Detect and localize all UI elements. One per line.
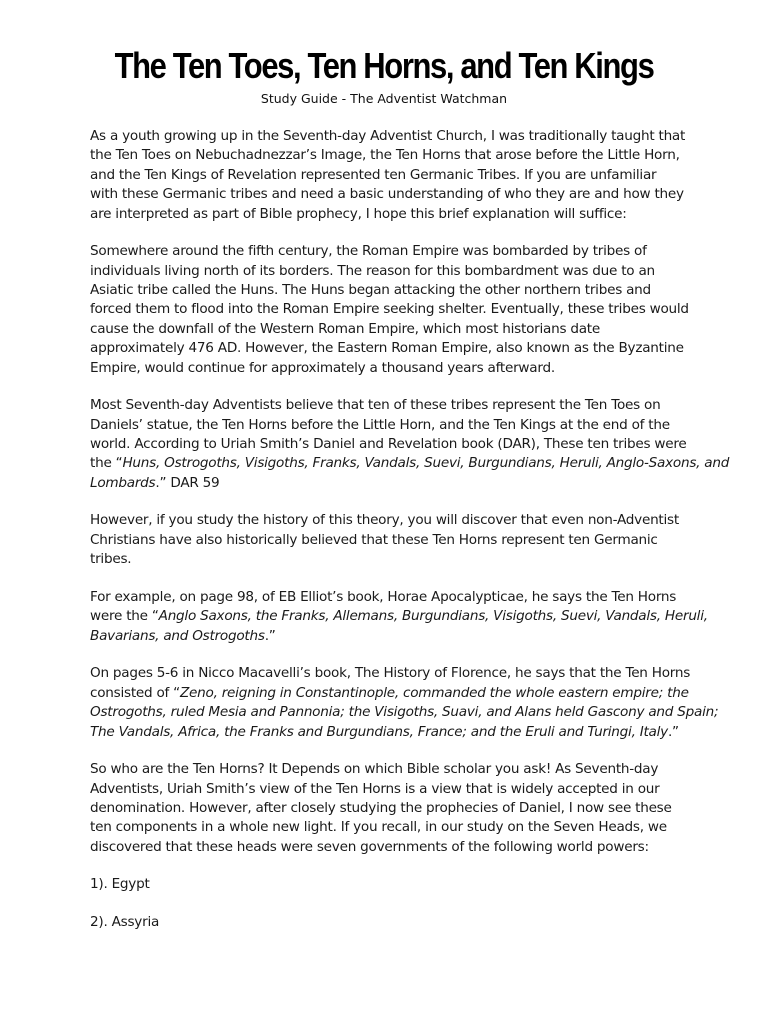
text-line (90, 474, 682, 493)
quote-text: Anglo Saxons, the Franks, Allemans, Burgundians, Visigoths, Suevi, Vandals, Heruli, (158, 608, 708, 625)
paragraph-macavelli (90, 664, 719, 742)
text-line: For example, on page 98, of EB Elliot’s book, Horae Apocalypticae, he says the Ten Horns (90, 588, 677, 605)
paragraph-elliot (90, 588, 708, 646)
text-line: ten components in a whole new light. If you recall, in our study on the Seven Heads, we (90, 819, 667, 836)
text-line: cause the downfall of the Western Roman Empire, which most historians date (90, 320, 601, 337)
text-line: So who are the Ten Horns? It Depends on which Bible scholar you ask! As Seventh-day (90, 761, 659, 778)
text-line: the Ten Toes on Nebuchadnezzar’s Image, the Ten Horns that arose before the Little Horn, (90, 147, 680, 164)
paragraph-roman-empire (90, 242, 689, 378)
text-line: On pages 5-6 in Nicco Macavelli’s book, The History of Florence, he says that the Ten Horns (90, 665, 691, 682)
paragraph-adventist-belief (90, 396, 730, 493)
text-run: the “ (90, 455, 123, 472)
text-line (90, 627, 682, 646)
document-body (90, 127, 730, 951)
text-line: Most Seventh-day Adventists believe that ten of these tribes represent the Ten Toes on (90, 397, 661, 414)
text-line: forced them to flood into the Roman Empire seeking shelter. Eventually, these tribes would (90, 301, 689, 318)
list-item: 2). Assyria (90, 913, 160, 930)
quote-text: Bavarians, and Ostrogoths (90, 627, 265, 644)
text-line: Somewhere around the fifth century, the Roman Empire was bombarded by tribes of (90, 243, 647, 260)
text-line: tribes. (90, 551, 132, 568)
text-run: consisted of “ (90, 684, 180, 701)
text-line: However, if you study the history of this theory, you will discover that even non-Adventist (90, 512, 679, 529)
text-line (90, 607, 708, 626)
paragraph-who-are-ten-horns (90, 760, 682, 857)
text-line: world. According to Uriah Smith’s Daniel and Revelation book (DAR), These ten tribes were (90, 436, 687, 453)
quote-text: The Vandals, Africa, the Franks and Burgundians, France; and the Eruli and Turingi, Italy (90, 723, 668, 740)
text-line: and the Ten Kings of Revelation represented ten Germanic Tribes. If you are unfamiliar (90, 166, 657, 183)
quote-text: Lombards (90, 474, 156, 491)
text-line: As a youth growing up in the Seventh-day Adventist Church, I was traditionally taught that (90, 128, 686, 144)
text-line (90, 723, 682, 742)
text-line: denomination. However, after closely studying the prophecies of Daniel, I now see these (90, 799, 672, 816)
text-line: approximately 476 AD. However, the Eastern Roman Empire, also known as the Byzantine (90, 340, 684, 357)
text-line: discovered that these heads were seven governments of the following world powers: (90, 838, 649, 855)
paragraph-non-adventist (90, 511, 682, 569)
citation: .” DAR 59 (155, 474, 220, 491)
list-item: 1). Egypt (90, 876, 150, 893)
text-run: were the “ (90, 608, 159, 625)
quote-text: Ostrogoths, ruled Mesia and Pannonia; the Visigoths, Suavi, and Alans held Gascony and Spain; (90, 704, 719, 721)
text-line: with these Germanic tribes and need a basic understanding of who they are and how they (90, 186, 684, 203)
text-line: individuals living north of its borders. The reason for this bombardment was due to an (90, 262, 655, 279)
paragraph-intro (90, 127, 686, 224)
quote-text: Huns, Ostrogoths, Visigoths, Franks, Vandals, Suevi, Burgundians, Heruli, Anglo-Saxons, and (122, 455, 730, 472)
text-line (90, 454, 730, 473)
text-line: Empire, would continue for approximately a thousand years afterward. (90, 359, 555, 376)
text-line: Daniels’ statue, the Ten Horns before the Little Horn, and the Ten Kings at the end of the (90, 416, 670, 433)
text-line: Christians have also historically believed that these Ten Horns represent ten Germanic (90, 531, 658, 548)
text-run: .” (264, 627, 276, 644)
text-line (90, 684, 689, 703)
page-title: The Ten Toes, Ten Horns, and Ten Kings (114, 45, 654, 86)
quote-text: Zeno, reigning in Constantinople, commanded the whole eastern empire; the (179, 684, 689, 701)
text-line (90, 703, 719, 722)
text-line: are interpreted as part of Bible prophecy, I hope this brief explanation will suffice: (90, 205, 627, 222)
page-subtitle: Study Guide - The Adventist Watchman (260, 91, 508, 106)
text-line: Asiatic tribe called the Huns. The Huns began attacking the other northern tribes and (90, 282, 651, 299)
text-line: Adventists, Uriah Smith’s view of the Ten Horns is a view that is widely accepted in our (90, 780, 660, 797)
text-run: .” (667, 723, 679, 740)
